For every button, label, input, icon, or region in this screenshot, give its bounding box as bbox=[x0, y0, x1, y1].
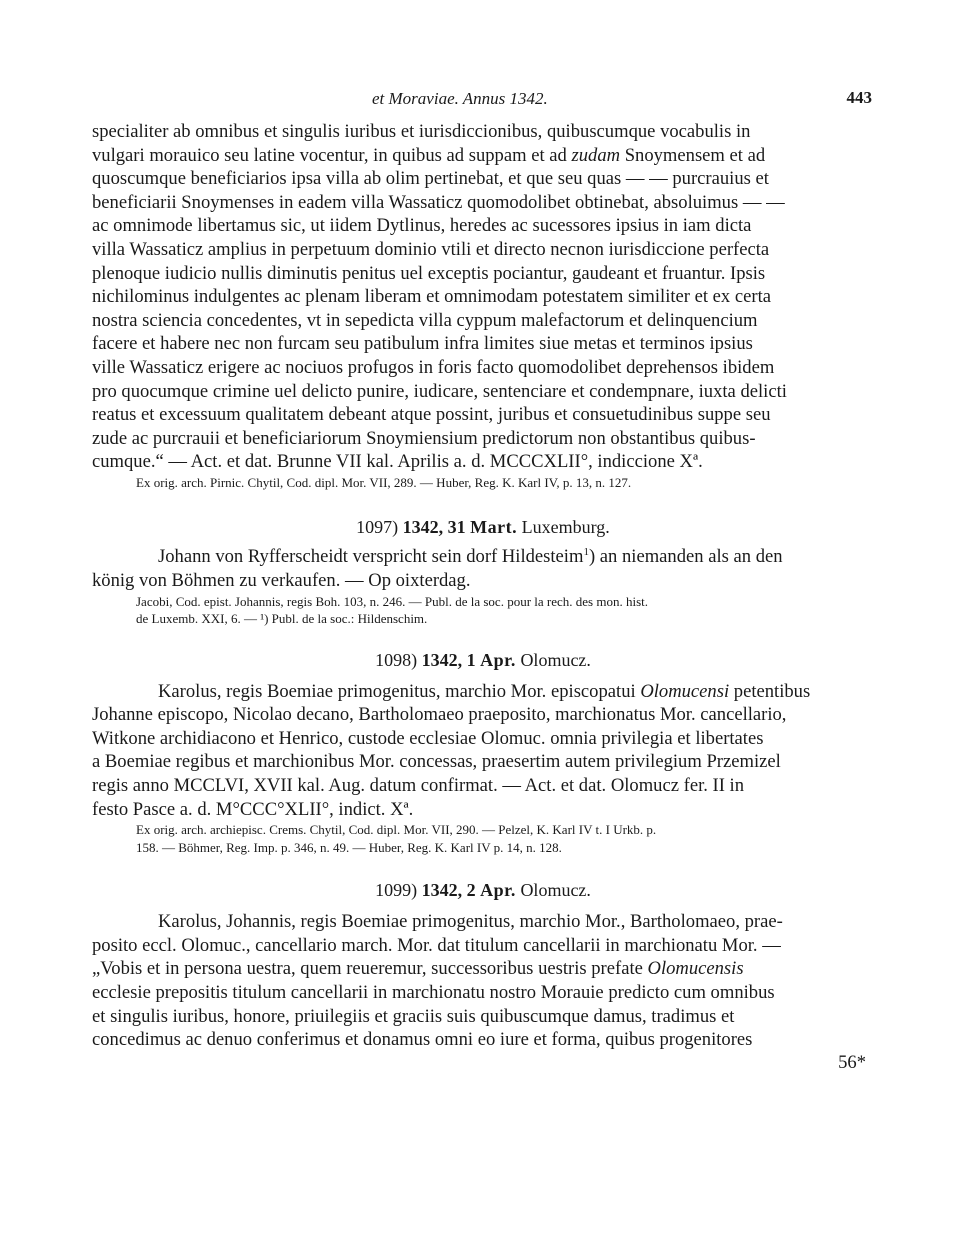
entry-1096-continuation bbox=[92, 120, 874, 491]
text-line: beneficiarii Snoymenses in eadem villa Wassaticz quomodolibet obtinebat, absoluimus — — bbox=[92, 191, 785, 213]
entry-1098 bbox=[92, 648, 874, 857]
entry-place: Olomucz. bbox=[520, 649, 591, 670]
entry-1097 bbox=[92, 515, 874, 627]
text-line: ac omnimode libertamus sic, ut iidem Dytlinus, heredes ac sucessores ipsius in iam dicta bbox=[92, 215, 752, 237]
text-line: specialiter ab omnibus et singulis iuribus et iurisdiccionibus, quibuscumque vocabulis in bbox=[92, 121, 751, 142]
page-number: 443 bbox=[846, 88, 872, 107]
text-line: festo Pasce a. d. M°CCC°XLII°, indict. Xª. bbox=[92, 798, 414, 820]
running-header bbox=[92, 80, 874, 110]
page-body bbox=[92, 80, 874, 1074]
entry-place: Olomucz. bbox=[520, 880, 591, 901]
text-line: Witkone archidiacono et Henrico, custode ecclesiae Olomuc. omnia privilegia et libertates bbox=[92, 727, 764, 749]
text-line: reatus et excessuum qualitatem debeant atque possint, juribus et consuetudinibus suppe seu bbox=[92, 404, 771, 426]
text-line: Karolus, regis Boemiae primogenitus, marchio Mor. episcopatui Olomucensi petentibus bbox=[158, 680, 811, 702]
text-line: facere et habere nec non furcam seu patibulum infra limites siue metas et terminos ipsius bbox=[92, 333, 753, 355]
entry-month: Apr. bbox=[480, 880, 516, 901]
text-line: Johanne episcopo, Nicolao decano, Bartholomaeo praeposito, marchionatus Mor. cancellario, bbox=[92, 704, 787, 726]
entry-heading bbox=[92, 878, 874, 902]
text-line: Karolus, Johannis, regis Boemiae primogenitus, marchio Mor., Bartholomaeo, prae- bbox=[158, 911, 783, 933]
text-line: et singulis iuribus, honore, priuilegiis et graciis suis quibuscumque damus, tradimus et bbox=[92, 1005, 735, 1027]
entry-date: 1342, 31 bbox=[402, 517, 466, 538]
entry-month: Apr. bbox=[480, 649, 516, 670]
text-line: cumque.“ — Act. et dat. Brunne VII kal. Aprilis a. d. MCCCXLII°, indiccione Xª. bbox=[92, 451, 703, 473]
source-note: de Luxemb. XXI, 6. — ¹) Publ. de la soc.: Hildenschim. bbox=[136, 611, 428, 627]
entry-date: 1342, 2 bbox=[421, 880, 476, 901]
italic-term: Olomucensi bbox=[640, 680, 730, 702]
text-line: vulgari morauico seu latine vocentur, in quibus ad suppam et ad zudam Snoymensem et ad bbox=[92, 144, 766, 166]
source-note: Jacobi, Cod. epist. Johannis, regis Boh. 103, n. 246. — Publ. de la soc. pour la rech. des mon. hist. bbox=[136, 593, 649, 609]
text-line: pro quocumque crimine uel delicto punire, iudicare, sentenciare et condempnare, iuxta delicti bbox=[92, 380, 787, 402]
text-line: nichilominus indulgentes ac plenam liberam et omnimodam potestatem similiter et ex certa bbox=[92, 286, 771, 308]
text-line: quoscumque beneficiarios ipsa villa ab olim pertinebat, et que seu quas — — purcrauius et bbox=[92, 168, 769, 190]
text-line: concedimus ac denuo conferimus et donamus omni eo iure et forma, quibus progenitores bbox=[92, 1029, 753, 1051]
signature-mark: 56* bbox=[838, 1051, 866, 1073]
text-line: regis anno MCCLVI, XVII kal. Aug. datum confirmat. — Act. et dat. Olomucz fer. II in bbox=[92, 774, 745, 796]
entry-date: 1342, 1 bbox=[421, 649, 476, 670]
text-line: nostra sciencia concedentes, vt in sepedicta villa cyppum malefactorum et delinquencium bbox=[92, 309, 758, 331]
source-note: Ex orig. arch. Pirnic. Chytil, Cod. dipl. Mor. VII, 289. — Huber, Reg. K. Karl IV, p. 13, n. 127. bbox=[136, 474, 632, 490]
italic-term: Olomucensis bbox=[647, 958, 744, 980]
text-line: zude ac purcrauii et beneficiariorum Snoymiensium predictorum non obstantibus quibus- bbox=[92, 427, 756, 449]
entry-heading bbox=[92, 515, 874, 539]
entry-month: Mart. bbox=[470, 517, 518, 538]
source-note: Ex orig. arch. archiepisc. Crems. Chytil, Cod. dipl. Mor. VII, 290. — Pelzel, K. Karl IV t. I Urkb. p. bbox=[136, 822, 657, 838]
text-line: „Vobis et in persona uestra, quem reueremur, successoribus uestris prefate Olomucensis bbox=[92, 958, 744, 980]
text-line: Johann von Ryfferscheidt verspricht sein dorf Hildesteim$^1$) an niemanden als an den bbox=[158, 546, 783, 568]
entry-number: 1097) bbox=[356, 517, 399, 538]
text-line: posito eccl. Olomuc., cancellario march. Mor. dat titulum cancellarii in marchionatu Mor. — bbox=[92, 934, 781, 956]
entry-place: Luxemburg. bbox=[521, 517, 610, 538]
text-line: ecclesie prepositis titulum cancellarii in marchionatu nostro Morauie predicto cum omnibus bbox=[92, 981, 775, 1003]
running-title: et Moraviae. Annus 1342. bbox=[372, 89, 548, 108]
text-line: ville Wassaticz erigere ac nociuos profugos in foris facto quomodolibet deprehensos ibidem bbox=[92, 356, 775, 378]
italic-term: zudam bbox=[571, 144, 621, 166]
entry-number: 1099) bbox=[375, 880, 418, 901]
footnote-marker: 1 bbox=[583, 546, 589, 559]
entry-1099 bbox=[92, 878, 874, 1052]
text-line: plenoque iudicio nullis diminutis penitus uel exceptis pociantur, gaudeant et fruantur. Ipsis bbox=[92, 262, 766, 284]
entry-number: 1098) bbox=[375, 649, 418, 670]
text-line: a Boemiae regibus et marchionibus Mor. concessas, praesertim autem privilegium Przemizel bbox=[92, 751, 781, 773]
text-line: könig von Böhmen zu verkaufen. — Op oixterdag. bbox=[92, 570, 471, 591]
source-note: 158. — Böhmer, Reg. Imp. p. 346, n. 49. — Huber, Reg. K. Karl IV p. 14, n. 128. bbox=[136, 839, 562, 855]
entry-heading bbox=[92, 648, 874, 672]
text-line: villa Wassaticz amplius in perpetuum dominio vtili et directo necnon iurisdiccione perfecta bbox=[92, 238, 770, 260]
